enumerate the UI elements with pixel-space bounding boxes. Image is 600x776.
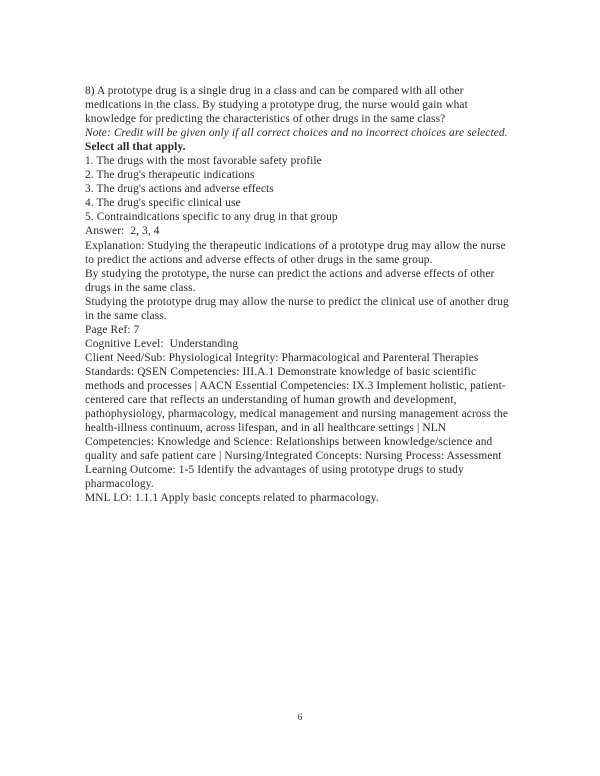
question-stem: 8) A prototype drug is a single drug in a class and can be compared with all other medications in the class. By studying a prototype drug, the nurse would gain what knowledge for predicting the characteristics of other drugs in the same class? <box>85 85 468 126</box>
list-item: 5. Contraindications specific to any drug in that group <box>85 211 338 224</box>
page-number: 6 <box>297 713 303 723</box>
mnl-lo: MNL LO: 1.1.1 Apply basic concepts related to pharmacology. <box>85 492 379 505</box>
list-item: 1. The drugs with the most favorable safety profile <box>85 155 322 168</box>
question-note: Note: Credit will be given only if all correct choices and no incorrect choices are selected. <box>85 127 508 140</box>
metadata-block <box>85 323 515 506</box>
list-item: 2. The drug's therapeutic indications <box>85 169 255 182</box>
page-ref: Page Ref: 7 <box>85 323 140 336</box>
choice-list <box>85 154 515 224</box>
explanation-block <box>85 239 515 323</box>
question-block <box>85 84 515 505</box>
standards: Standards: QSEN Competencies: III.A.1 Demonstrate knowledge of basic scientific methods and processes | AACN Essential Competencies: IX.3 Implement holistic, patient-centered care that reflects an understanding of human growth and development, pathophysiology, pharmacology, medical management and nursing management across the health-illness continuum, across lifespan, and in all healthcare settings | NLN Competencies: Knowledge and Science: Relationships between knowledge/science and quality and safe patient care | Nursing/Integrated Concepts: Nursing Process: Assessment <box>85 365 508 463</box>
answer-line: Answer: 2, 3, 4 <box>85 225 160 238</box>
list-item: 4. The drug's specific clinical use <box>85 197 241 210</box>
question-instruction: Select all that apply. <box>85 141 186 154</box>
list-item: 3. The drug's actions and adverse effects <box>85 183 274 196</box>
cognitive-level: Cognitive Level: Understanding <box>85 337 239 350</box>
client-need: Client Need/Sub: Physiological Integrity: Pharmacological and Parenteral Therapies <box>85 351 479 364</box>
learning-outcome: Learning Outcome: 1-5 Identify the advantages of using prototype drugs to study pharmacology. <box>85 464 464 491</box>
explanation-paragraph: By studying the prototype, the nurse can predict the actions and adverse effects of other drugs in the same class. <box>85 267 495 294</box>
explanation-paragraph: Studying the prototype drug may allow the nurse to predict the clinical use of another drug in the same class. <box>85 295 509 322</box>
explanation-paragraph: Explanation: Studying the therapeutic indications of a prototype drug may allow the nurse to predict the actions and adverse effects of other drugs in the same group. <box>85 239 506 266</box>
